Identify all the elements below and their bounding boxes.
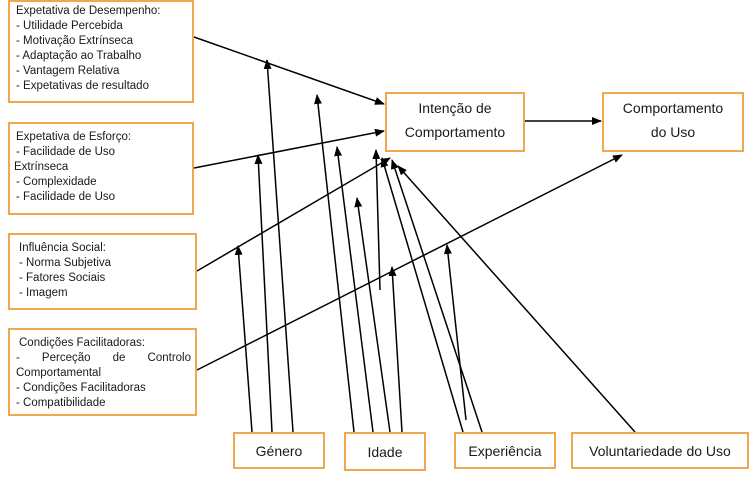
moderator-experiencia bbox=[454, 432, 556, 469]
moderator-genero bbox=[233, 432, 325, 469]
moderator-genero-label: Género bbox=[255, 442, 303, 459]
factor-social-item: - Fatores Sociais bbox=[19, 272, 106, 284]
comportamento-uso-box bbox=[602, 92, 744, 152]
comportamento-line-1: Comportamento bbox=[622, 100, 724, 116]
factor-expetativa-desempenho bbox=[8, 0, 194, 103]
moderator-idade-label: Idade bbox=[367, 443, 403, 460]
factor-condicoes-item: - Condições Facilitadoras bbox=[16, 382, 146, 394]
factor-condicoes-facilitadoras bbox=[8, 328, 197, 416]
arrow-desempenho-to-intencao bbox=[194, 37, 384, 104]
factor-esforco-title: Expetativa de Esforço: bbox=[16, 131, 132, 143]
arrow-genero-moderates-desempenho bbox=[267, 60, 293, 432]
factor-social-item: - Imagem bbox=[19, 287, 68, 299]
arrow-genero-moderates-social bbox=[238, 246, 252, 432]
arrow-idade-moderates-social bbox=[357, 198, 390, 432]
arrow-condicoes-to-comportamento bbox=[197, 155, 622, 370]
factor-esforco-item: - Facilidade de Uso bbox=[16, 146, 116, 158]
factor-desempenho-item: - Expetativas de resultado bbox=[16, 80, 149, 92]
factor-desempenho-item: - Utilidade Percebida bbox=[16, 20, 123, 32]
arrow-experiencia-moderates-condicoes bbox=[447, 245, 466, 420]
factor-desempenho-title: Expetativa de Desempenho: bbox=[16, 5, 161, 17]
factor-condicoes-title: Condições Facilitadoras: bbox=[19, 337, 145, 349]
arrow-genero-moderates-esforco bbox=[258, 155, 272, 432]
intencao-comportamento-box bbox=[385, 92, 525, 152]
arrow-voluntariedade-moderates-social bbox=[398, 166, 635, 432]
factor-influencia-social bbox=[8, 233, 197, 310]
arrow-idade-moderates-esforco bbox=[337, 147, 373, 432]
factor-esforco-item: - Facilidade de Uso bbox=[16, 191, 116, 203]
arrow-experiencia-moderates-esforco bbox=[382, 158, 463, 432]
factor-expetativa-esforco bbox=[8, 122, 194, 215]
factor-social-title: Influência Social: bbox=[19, 242, 106, 254]
factor-condicoes-item: Comportamental bbox=[16, 367, 102, 379]
factor-social-item: - Norma Subjetiva bbox=[19, 257, 112, 269]
intencao-line-2: Comportamento bbox=[404, 124, 506, 140]
comportamento-line-2: do Uso bbox=[650, 124, 696, 140]
factor-desempenho-item: - Vantagem Relativa bbox=[16, 65, 120, 77]
factor-esforco-item: Extrínseca bbox=[14, 161, 69, 173]
factor-desempenho-item: - Adaptação ao Trabalho bbox=[16, 50, 142, 62]
factor-condicoes-item: - Perceção de Controlo bbox=[16, 352, 191, 364]
factor-condicoes-item: - Compatibilidade bbox=[16, 397, 106, 409]
arrow-idade-to-intencao-1 bbox=[376, 150, 380, 290]
moderator-idade bbox=[344, 432, 426, 471]
moderator-voluntariedade bbox=[571, 432, 749, 469]
intencao-line-1: Intenção de bbox=[418, 100, 492, 116]
moderator-voluntariedade-label: Voluntariedade do Uso bbox=[589, 442, 731, 459]
arrow-esforco-to-intencao bbox=[194, 131, 384, 168]
factor-esforco-item: - Complexidade bbox=[16, 176, 97, 188]
arrow-social-to-intencao bbox=[197, 158, 390, 271]
moderator-experiencia-label: Experiência bbox=[468, 442, 542, 459]
factor-desempenho-item: - Motivação Extrínseca bbox=[16, 35, 133, 47]
arrow-idade-moderates-desempenho bbox=[317, 95, 354, 432]
arrow-experiencia-moderates-social bbox=[392, 160, 482, 432]
arrow-idade-moderates-condicoes bbox=[392, 267, 402, 432]
